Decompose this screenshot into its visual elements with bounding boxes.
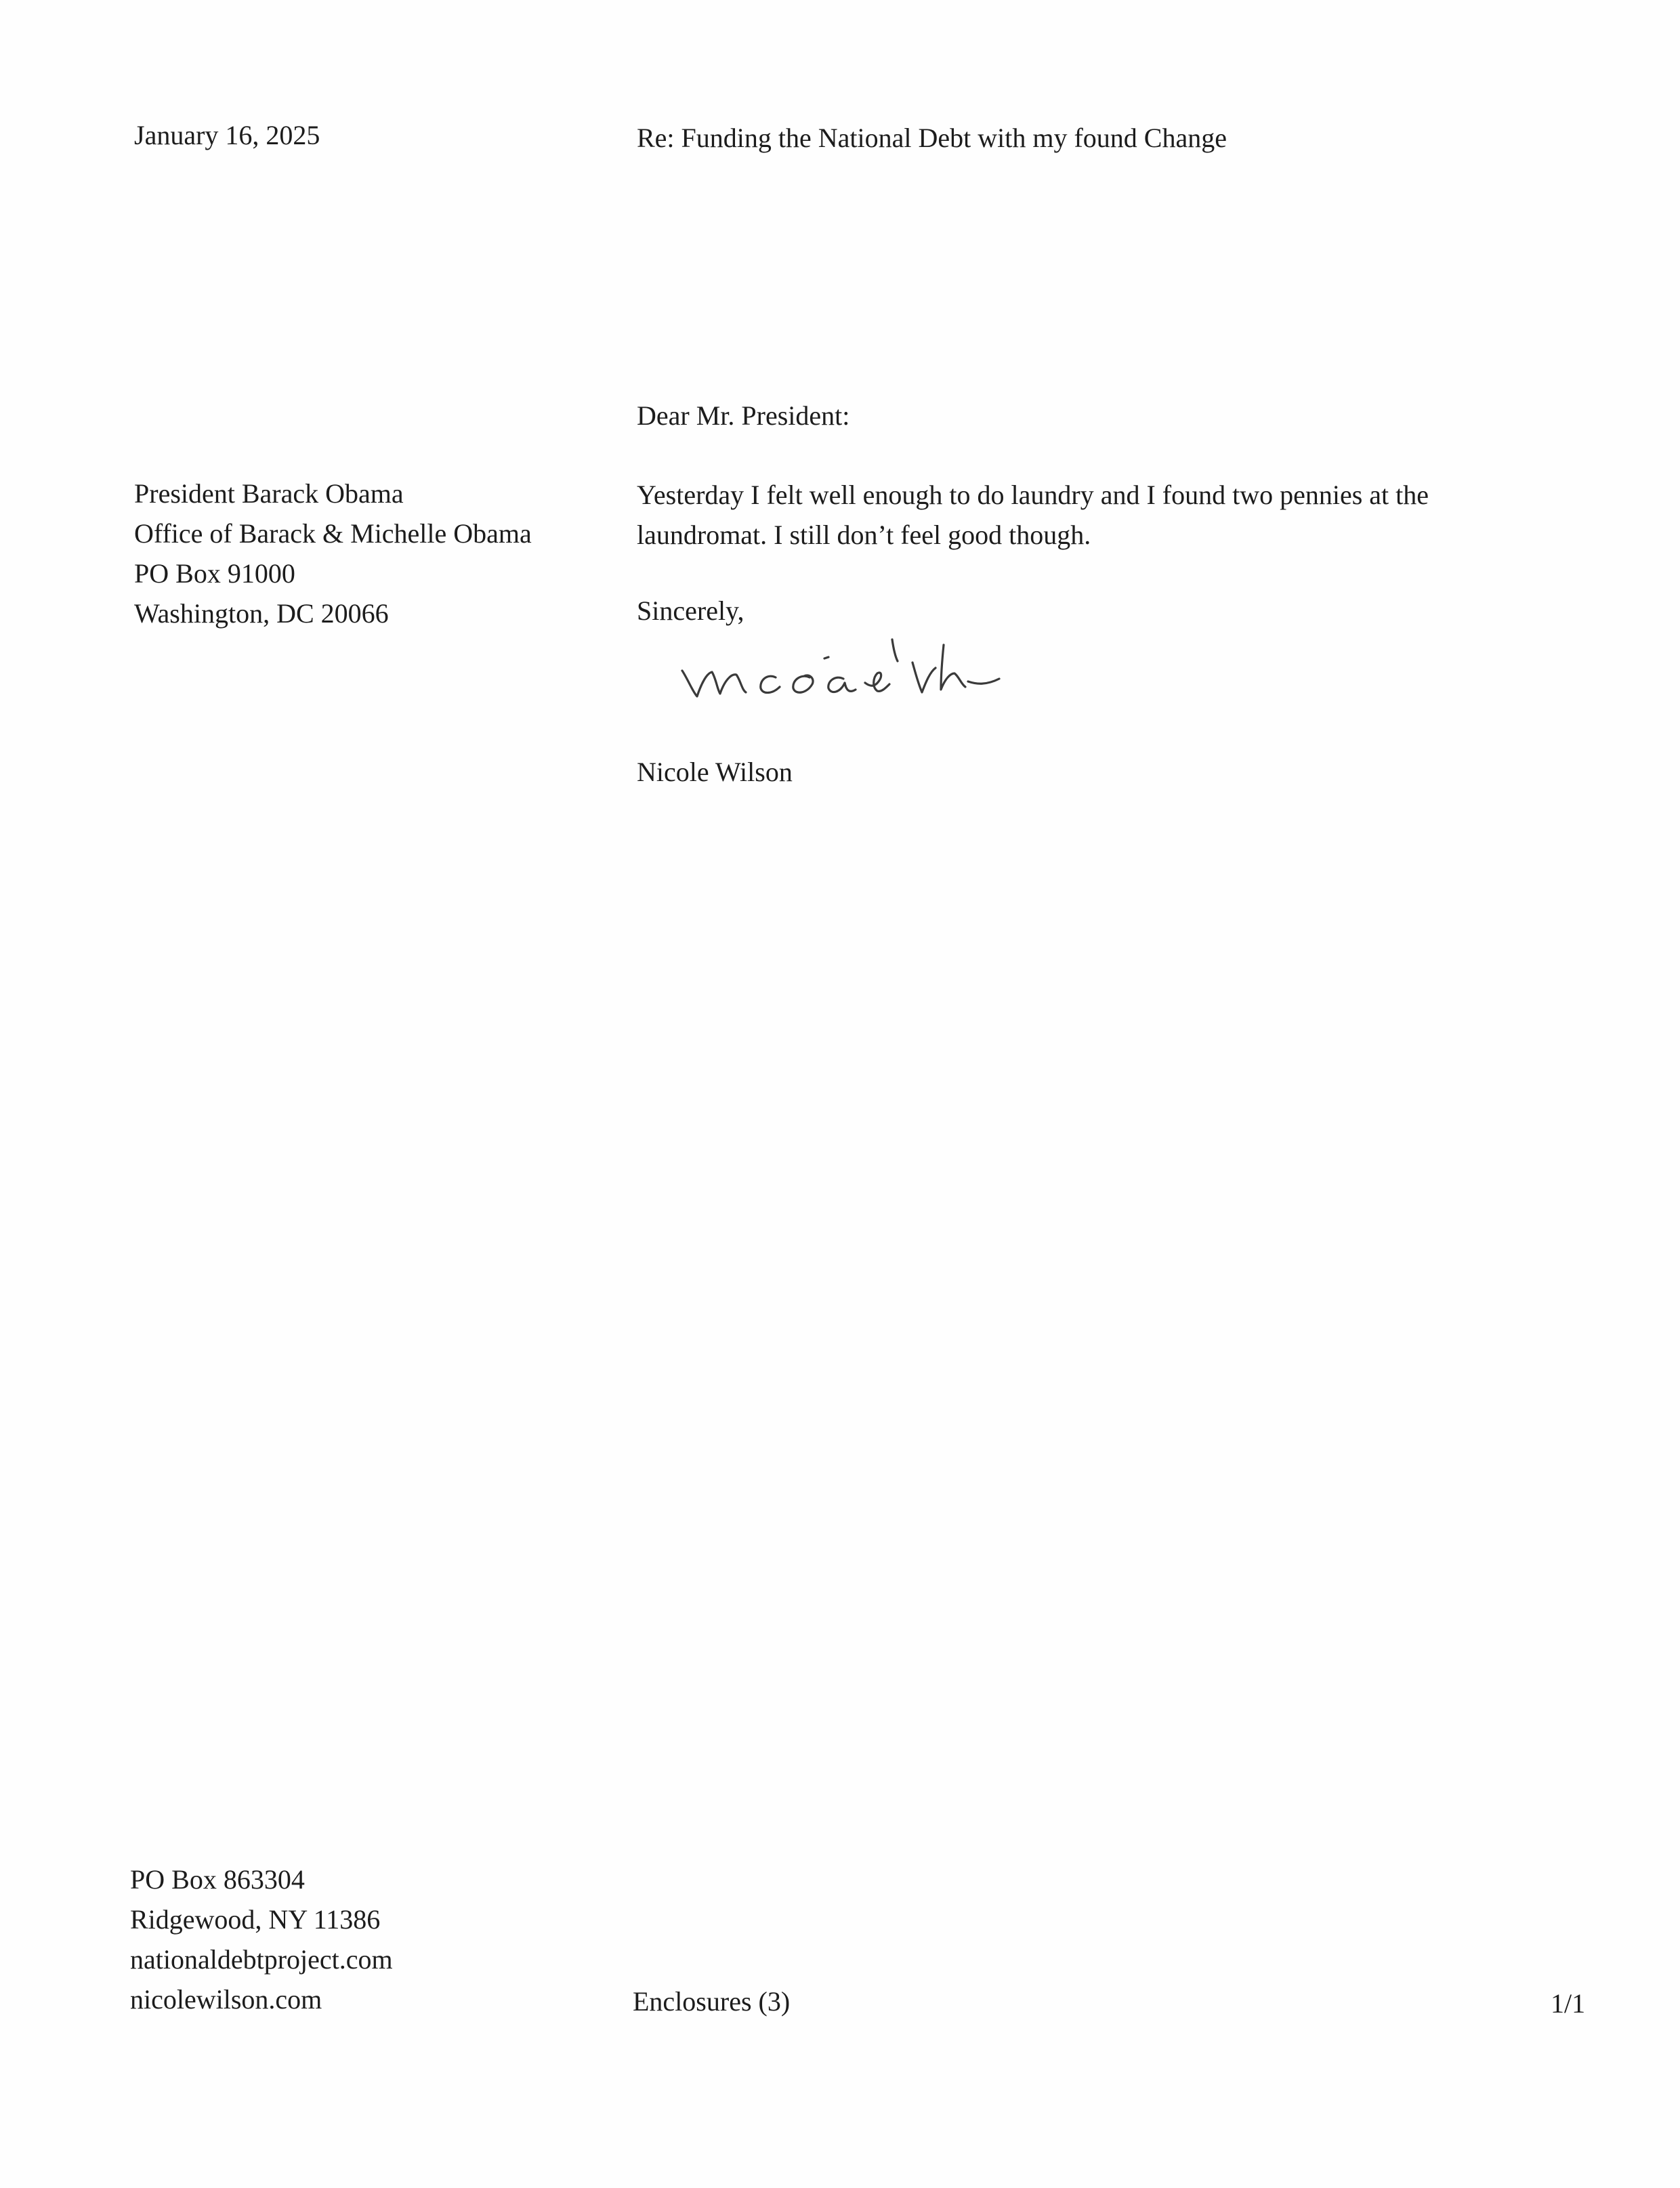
- sender-po-box: PO Box 863304: [130, 1864, 305, 1895]
- signer-name: Nicole Wilson: [637, 757, 793, 787]
- sender-website-1: nationaldebtproject.com: [130, 1944, 393, 1975]
- sender-city-state-zip: Ridgewood, NY 11386: [130, 1904, 381, 1935]
- body-line: Yesterday I felt well enough to do laundry and I found two pennies at the: [637, 480, 1429, 510]
- body-line: laundromat. I still don’t feel good though.: [637, 520, 1091, 550]
- recipient-po-box: PO Box 91000: [134, 558, 295, 589]
- page-number: 1/1: [1551, 1988, 1586, 2019]
- subject-line: Re: Funding the National Debt with my found Change: [637, 123, 1227, 153]
- salutation: Dear Mr. President:: [637, 400, 850, 431]
- sender-website-2: nicolewilson.com: [130, 1984, 322, 2015]
- recipient-name: President Barack Obama: [134, 478, 404, 509]
- closing: Sincerely,: [637, 595, 744, 626]
- sender-contact-block: [130, 1859, 393, 2019]
- recipient-address: [134, 474, 532, 633]
- body-paragraph: [637, 475, 1429, 555]
- recipient-city-state-zip: Washington, DC 20066: [134, 598, 389, 629]
- enclosures-note: Enclosures (3): [633, 1986, 791, 2017]
- handwritten-signature: [674, 616, 1013, 718]
- recipient-office: Office of Barack & Michelle Obama: [134, 518, 532, 549]
- letter-date: January 16, 2025: [134, 120, 320, 150]
